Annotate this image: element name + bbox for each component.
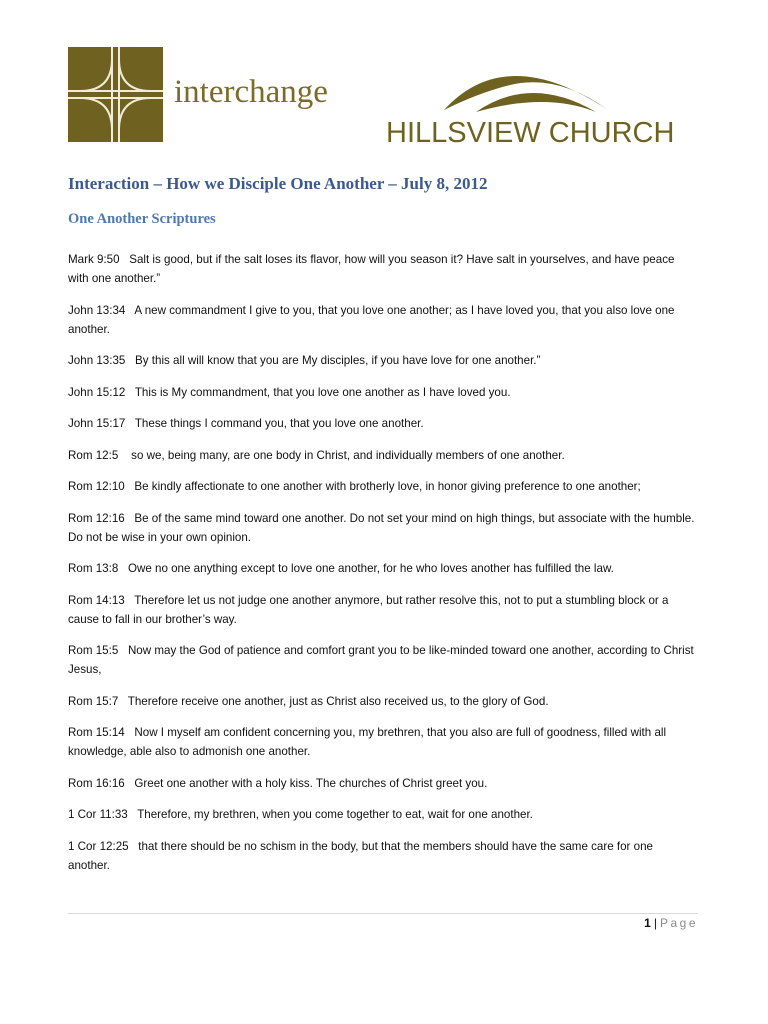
verse-text: Therefore receive one another, just as Christ also received us, to the glory of God. xyxy=(127,694,549,708)
section-subtitle: One Another Scriptures xyxy=(68,211,216,227)
verse-list xyxy=(68,250,696,887)
verse-text: that there should be no schism in the body, but that the members should have the same care for one another. xyxy=(68,839,653,872)
verse-item xyxy=(68,559,696,578)
verse-item xyxy=(68,641,696,679)
verse-reference: Rom 16:16 xyxy=(68,776,125,790)
verse-item xyxy=(68,383,696,402)
verse-reference: John 15:17 xyxy=(68,417,126,430)
verse-reference: Rom 12:16 xyxy=(68,511,125,525)
verse-item xyxy=(68,301,696,339)
verse-reference: Rom 13:8 xyxy=(68,562,119,575)
verse-item xyxy=(68,692,696,711)
verse-reference: Mark 9:50 xyxy=(68,253,120,266)
page-label: Page xyxy=(659,916,698,930)
verse-reference: Rom 12:5 xyxy=(68,448,119,462)
verse-text: Be of the same mind toward one another. Do not set your mind on high things, but associate with the humble. Do not be wise in your own opinion. xyxy=(68,511,695,544)
verse-reference: 1 Cor 11:33 xyxy=(68,808,128,821)
verse-text: Owe no one anything except to love one another, for he who loves another has fulfilled the law. xyxy=(127,562,614,575)
verse-text: These things I command you, that you love one another. xyxy=(134,417,424,430)
verse-item xyxy=(68,250,696,288)
verse-text: By this all will know that you are My disciples, if you have love for one another.” xyxy=(135,354,541,367)
verse-text: Greet one another with a holy kiss. The churches of Christ greet you. xyxy=(134,776,488,790)
verse-item xyxy=(68,591,696,629)
verse-text: Therefore, my brethren, when you come together to eat, wait for one another. xyxy=(137,808,533,821)
page-number: 1 xyxy=(644,916,651,930)
verse-reference: Rom 14:13 xyxy=(68,593,125,607)
verse-item xyxy=(68,414,696,433)
verse-text: Now may the God of patience and comfort grant you to be like-minded toward one another, according to Christ Jesus, xyxy=(68,644,694,676)
verse-item xyxy=(68,723,696,761)
interchange-cross-logo-icon xyxy=(68,47,163,142)
page-title: Interaction – How we Disciple One Another – July 8, 2012 xyxy=(68,174,488,193)
verse-reference: Rom 15:7 xyxy=(68,694,119,708)
verse-item xyxy=(68,351,696,370)
verse-item xyxy=(68,774,696,793)
verse-reference: Rom 12:10 xyxy=(68,480,125,493)
verse-item xyxy=(68,837,696,875)
verse-text: Therefore let us not judge one another anymore, but rather resolve this, not to put a stumbling block or a cause to fall in our brother’s way. xyxy=(68,593,669,626)
interchange-logo-text: interchange xyxy=(174,74,328,110)
footer-separator: | xyxy=(653,916,657,930)
verse-text: Be kindly affectionate to one another with brotherly love, in honor giving preference to one another; xyxy=(134,480,641,493)
verse-reference: Rom 15:5 xyxy=(68,644,119,657)
footer-divider xyxy=(68,913,698,914)
hillsview-arch-logo-icon xyxy=(436,52,616,117)
church-name: HILLSVIEW CHURCH xyxy=(386,117,675,149)
page-footer xyxy=(644,916,698,930)
verse-item xyxy=(68,805,696,824)
verse-item xyxy=(68,509,696,547)
verse-reference: 1 Cor 12:25 xyxy=(68,839,129,853)
verse-text: This is My commandment, that you love one another as I have loved you. xyxy=(134,385,511,399)
verse-item xyxy=(68,446,696,465)
verse-reference: John 13:34 xyxy=(68,303,126,317)
verse-text: Salt is good, but if the salt loses its flavor, how will you season it? Have salt in yourselves, and have peace with one another.” xyxy=(68,253,675,285)
verse-reference: John 13:35 xyxy=(68,354,126,367)
verse-reference: John 15:12 xyxy=(68,385,126,399)
verse-reference: Rom 15:14 xyxy=(68,726,125,739)
verse-text: Now I myself am confident concerning you, my brethren, that you also are full of goodness, filled with all knowledge, able also to admonish one another. xyxy=(68,726,667,758)
verse-text: so we, being many, are one body in Christ, and individually members of one another. xyxy=(131,448,565,462)
verse-item xyxy=(68,477,696,496)
verse-text: A new commandment I give to you, that you love one another; as I have loved you, that you also love one another. xyxy=(68,303,675,336)
